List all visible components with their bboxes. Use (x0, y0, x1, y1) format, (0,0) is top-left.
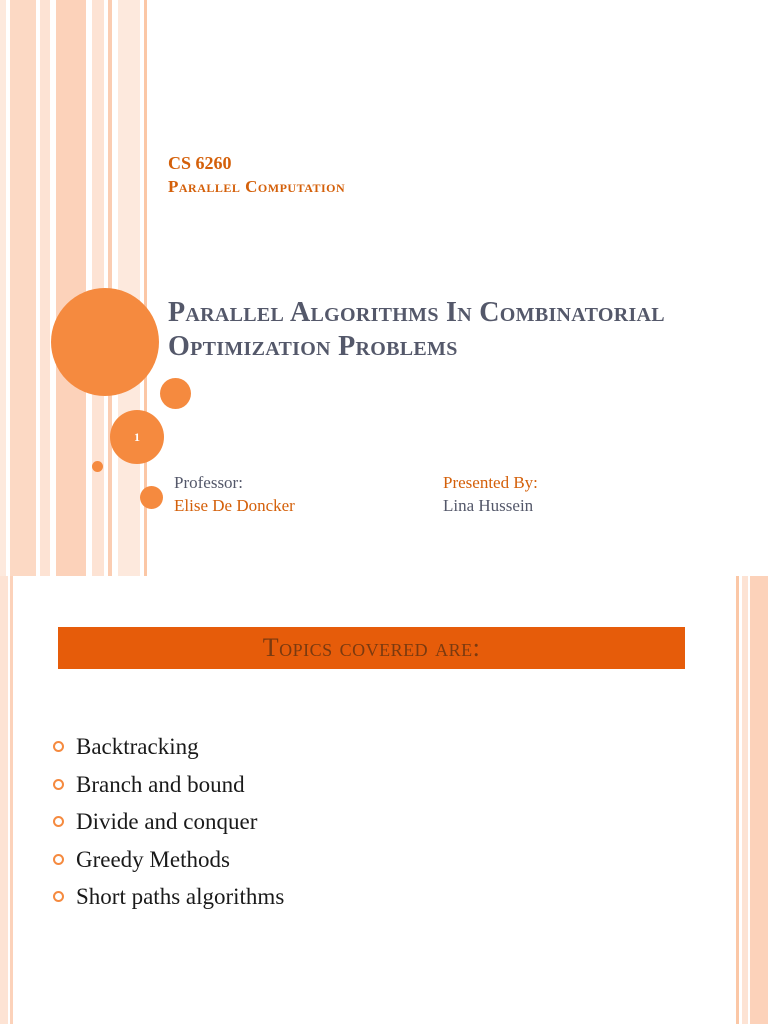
topic-text: Branch and bound (76, 771, 245, 797)
course-code: CS 6260 (168, 153, 232, 173)
topic-text: Short paths algorithms (76, 884, 285, 909)
topic-text: Greedy Methods (76, 846, 230, 872)
course-name: Parallel Computation (168, 177, 346, 196)
slide-number-badge: 1 (110, 410, 164, 464)
decor-stripe (10, 576, 13, 1024)
title-line-2: Optimization Problems (168, 331, 458, 362)
list-item (52, 803, 284, 841)
bullet-circle-icon (53, 779, 64, 790)
presenter-label: Presented By: (443, 473, 538, 492)
decor-stripe (742, 576, 748, 1024)
bullet-circle-icon (53, 891, 64, 902)
title-line-1: Parallel Algorithms In Combinatorial (168, 297, 665, 328)
presenter-name: Lina Hussein (443, 496, 534, 515)
bullet-circle-icon (53, 854, 64, 865)
topics-slide (0, 576, 768, 1024)
professor-name: Elise De Doncker (174, 496, 295, 515)
decor-circle-large (51, 288, 159, 396)
bullet-circle-icon (53, 741, 64, 752)
decor-stripe (750, 576, 768, 1024)
decor-circle-small (140, 486, 163, 509)
bullet-circle-icon (53, 816, 64, 827)
topics-heading: Topics covered are: (262, 633, 481, 662)
decor-stripe (56, 0, 86, 576)
list-item (52, 878, 284, 916)
list-item (52, 841, 284, 879)
decor-circle-dot (92, 461, 103, 472)
topic-text: Backtracking (76, 734, 199, 759)
decor-stripe (0, 576, 8, 1024)
decor-stripe (10, 0, 36, 576)
topic-text: Divide and conquer (76, 809, 258, 834)
list-item (52, 766, 284, 804)
decor-circle-small (160, 378, 191, 409)
topics-list (52, 728, 284, 916)
presentation-title (168, 296, 748, 364)
decor-stripe (736, 576, 739, 1024)
decor-stripe (0, 0, 6, 576)
list-item (52, 728, 284, 766)
professor-label: Professor: (174, 473, 243, 492)
decor-stripe (118, 0, 140, 576)
decor-stripe (40, 0, 50, 576)
topics-heading-bar (58, 627, 685, 669)
